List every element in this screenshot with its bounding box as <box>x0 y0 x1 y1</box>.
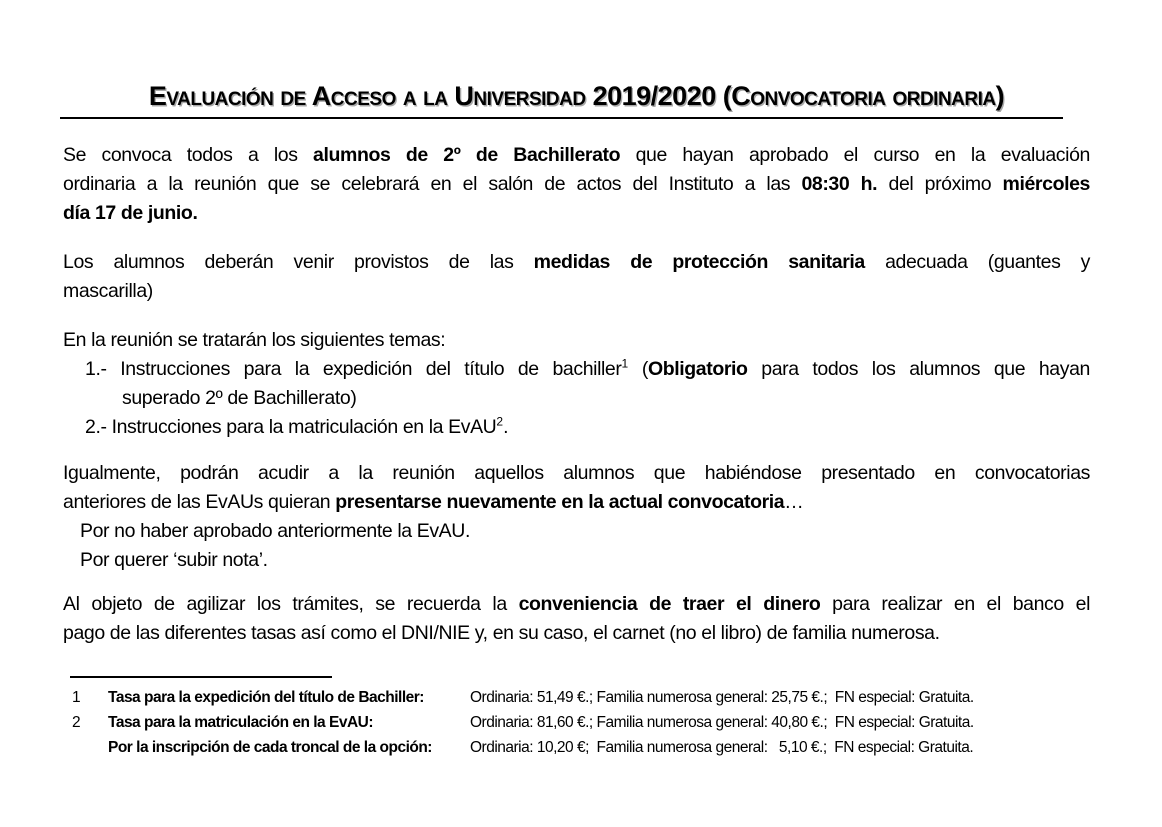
list-item-titulo-bachiller <box>63 355 1090 413</box>
footnote-number: 1 <box>72 689 81 706</box>
text: para todos los alumnos que hayan <box>747 358 1090 380</box>
text: . <box>503 416 509 438</box>
title-underline <box>60 117 1063 119</box>
footnote-label: Por la inscripción de cada troncal de la opción: <box>108 739 432 756</box>
text-line <box>63 326 1090 355</box>
text-line <box>63 170 1090 199</box>
paragraph-dinero <box>63 590 1090 648</box>
text-line <box>63 546 1090 575</box>
footnotes-table <box>63 685 1090 760</box>
text-line <box>63 459 1090 488</box>
text-line <box>63 384 1090 413</box>
text: Los alumnos deberán venir provistos de las <box>63 251 534 273</box>
text-line <box>63 619 1090 648</box>
footnote-label: Tasa para la expedición del título de Bachiller: <box>108 689 424 706</box>
text: En la reunión se tratarán los siguientes temas: <box>63 329 446 351</box>
footnote-value: Ordinaria: 10,20 €; Familia numerosa general: 5,10 €.; FN especial: Gratuita. <box>470 739 974 756</box>
footnote-separator <box>70 676 332 678</box>
text-line <box>63 413 1090 442</box>
text-line <box>63 517 1090 546</box>
footnote-row <box>63 685 1090 710</box>
text: Al objeto de agilizar los trámites, se recuerda la <box>63 593 519 615</box>
text-line <box>63 277 1090 306</box>
document-content <box>63 0 1090 760</box>
bold-text: presentarse nuevamente en la actual convocatoria <box>335 491 785 513</box>
footnote-label: Tasa para la matriculación en la EvAU: <box>108 714 373 731</box>
footnote-row <box>63 710 1090 735</box>
paragraph-temas-intro <box>63 326 1090 355</box>
footnote-reference: 1 <box>621 356 629 371</box>
reason-subir-nota <box>63 546 1090 575</box>
text: anteriores de las EvAUs quieran <box>63 491 336 513</box>
document-title: Evaluación de Acceso a la Universidad 2019/2020 (Convocatoria ordinaria) <box>148 81 1005 111</box>
text: adecuada (guantes y <box>864 251 1090 273</box>
text: ordinaria a la reunión que se celebrará en el salón de actos del Instituto a las <box>63 173 802 195</box>
bold-text: día 17 de junio. <box>63 202 198 224</box>
text: ( <box>628 358 648 380</box>
bold-text: medidas de protección sanitaria <box>533 251 865 273</box>
footnote-value: Ordinaria: 81,60 €.; Familia numerosa general: 40,80 €.; FN especial: Gratuita. <box>470 714 974 731</box>
footnote-number <box>72 735 108 760</box>
text: superado 2º de Bachillerato) <box>122 387 357 409</box>
text: Por no haber aprobado anteriormente la EvAU. <box>80 520 470 542</box>
footnote-row <box>63 735 1090 760</box>
text: mascarilla) <box>63 280 153 302</box>
text: para realizar en el banco el <box>820 593 1090 615</box>
bold-text: conveniencia de traer el dinero <box>518 593 821 615</box>
footnote-value: Ordinaria: 51,49 €.; Familia numerosa general: 25,75 €.; FN especial: Gratuita. <box>470 689 974 706</box>
text-line <box>63 141 1090 170</box>
paragraph-igualmente <box>63 459 1090 517</box>
text: pago de las diferentes tasas así como el DNI/NIE y, en su caso, el carnet (no el libro) de familia numerosa. <box>63 622 940 644</box>
paragraph-convocatoria <box>63 141 1090 228</box>
bold-text: Obligatorio <box>647 358 748 380</box>
text-line <box>63 355 1090 384</box>
text: Se convoca todos a los <box>63 144 314 166</box>
text-line <box>63 590 1090 619</box>
text: … <box>784 491 804 513</box>
text-line <box>63 248 1090 277</box>
paragraph-medidas-sanitarias <box>63 248 1090 306</box>
text-line <box>63 488 1090 517</box>
text: 2.- Instrucciones para la matriculación en la EvAU <box>85 416 497 438</box>
text: Por querer ‘subir nota’. <box>80 549 268 571</box>
text: que hayan aprobado el curso en la evaluación <box>620 144 1090 166</box>
text-line <box>63 199 1090 228</box>
bold-text: miércoles <box>1002 173 1090 195</box>
footnote-reference: 2 <box>496 414 504 429</box>
text: del próximo <box>877 173 1003 195</box>
list-item-matriculacion-evau <box>63 413 1090 442</box>
bold-text: alumnos de 2º de Bachillerato <box>313 144 621 166</box>
text: Igualmente, podrán acudir a la reunión aquellos alumnos que habiéndose presentado en convocatorias <box>63 462 1090 484</box>
text: 1.- Instrucciones para la expedición del título de bachiller <box>85 358 622 380</box>
bold-text: 08:30 h. <box>801 173 878 195</box>
reason-no-aprobado <box>63 517 1090 546</box>
footnote-number: 2 <box>72 714 81 731</box>
